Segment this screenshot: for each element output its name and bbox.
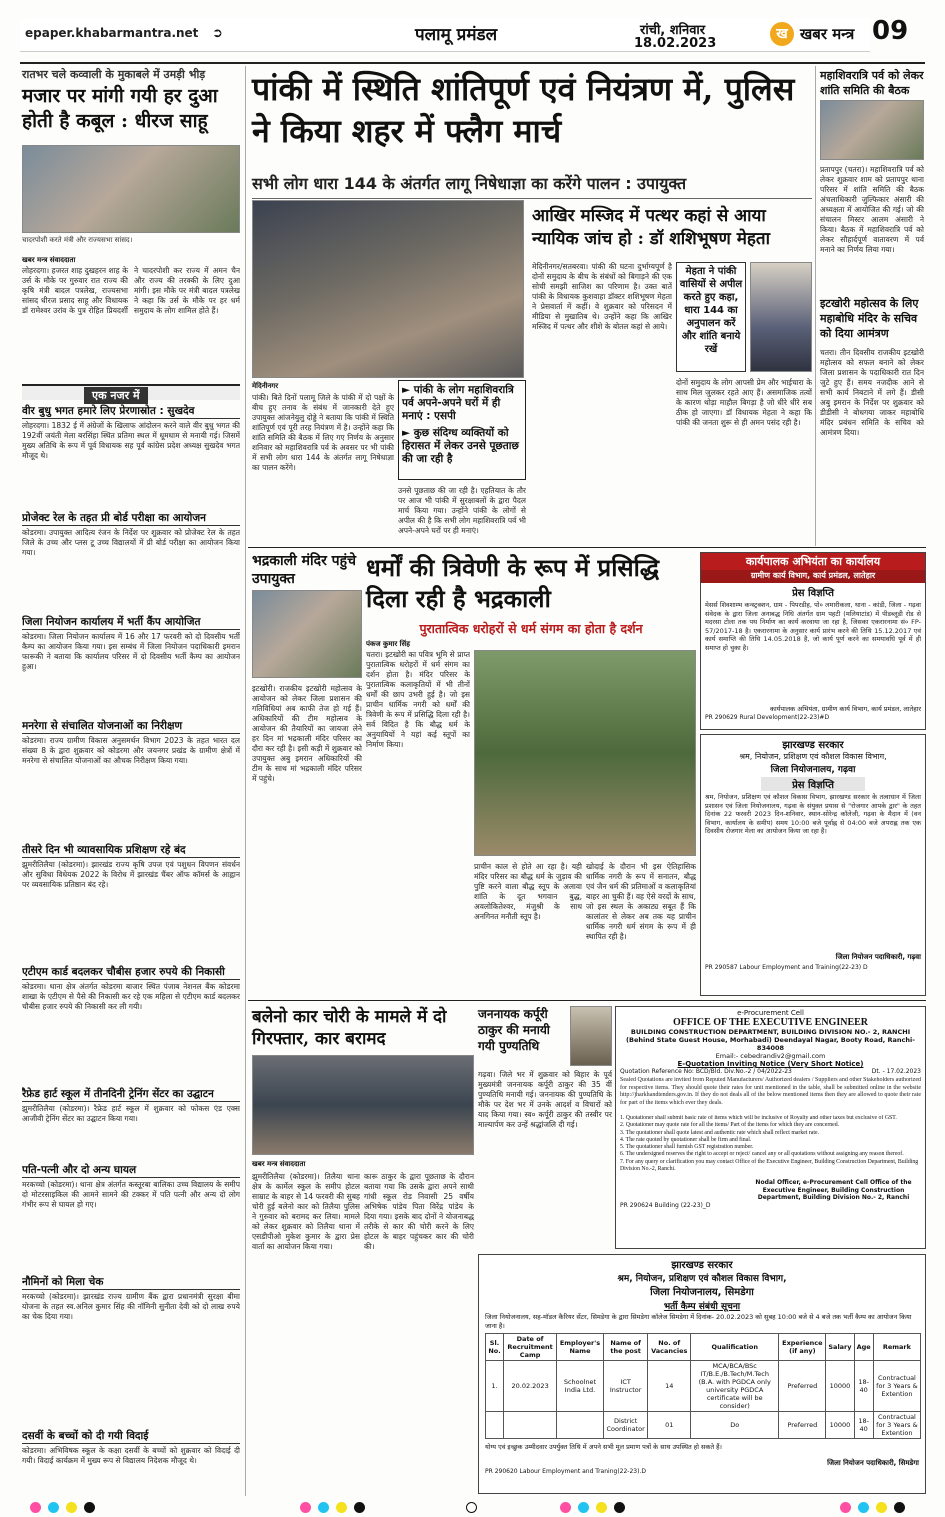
ad1-signer: कार्यपालक अभियंता, ग्रामीण कार्य विभाग, कार्य प्रमंडल, लातेहार <box>769 705 921 713</box>
yellow-dot-icon <box>596 1502 607 1513</box>
ad4-govt: झारखण्ड सरकार <box>671 1260 733 1271</box>
ad2-dept: श्रम, नियोजन, प्रशिक्षण एवं कौशल विकास विभाग, <box>739 752 887 761</box>
crosshair-icon <box>466 1502 477 1513</box>
table-cell: Preferred <box>779 1412 826 1439</box>
car-theft-headline: बलेनो कार चोरी के मामले में दो गिरफ्तार, कार बरामद <box>252 1007 447 1049</box>
brief-item <box>22 965 240 1083</box>
table-cell: 18-40 <box>854 1361 873 1412</box>
mehta-quote-box <box>676 262 746 372</box>
ad3-ref: PR 290624 Building (22-23)_D <box>620 1201 711 1209</box>
magenta-dot-icon <box>30 1502 41 1513</box>
ad3-ref-no: Quotation Reference No: BCD/Bld. Div.No.-2 / 04/2022-23 <box>620 1068 792 1075</box>
meeting-photo <box>820 100 924 160</box>
brief-text: मरकच्चो (कोडरमा)। झारखंड राज्य ग्रामीण बैंक द्वारा प्रधानमंत्री सुरक्षा बीमा योजना के तहत स्व.अनिल कुमार सिंह की नॉमिनी सुनीता देवी को दो लाख रुपये का चेक दिया गया। <box>22 1292 240 1321</box>
lead-headline: पांकी में स्थिति शांतिपूर्ण एवं नियंत्रण में, पुलिस ने किया शहर में फ्लैग मार्च <box>252 70 795 150</box>
lead-article-body: पांकी। बिते दिनों पलामू जिले के पांकी में दो पक्षों के बीच हुए तनाव के संबंध में जानकारी देते हुए उपायुक्त आंजनेयुलु दोड्डे ने बताया कि पांकी में स्थिति शांतिपूर्ण एवं पूरी तरह नियंत्रण में है। उन्होंने कहा कि शांति समिति की बैठक में लिए गए निर्णय के अनुसार शनिवार को महाशिवरात्रि पर्व के अवसर पर भी पांकी में सभी लोग धारा 144 के अंतर्गत लागू निषेधाज्ञा का पालन करेंगे। <box>252 393 394 472</box>
lead-highlight: ► कुछ संदिग्ध व्यक्तियों को हिरासत में लेकर उनसे पूछताछ की जा रही है <box>402 427 519 465</box>
table-cell <box>486 1412 504 1439</box>
ad4-title: भर्ती कैम्प संबंधी सूचना <box>663 1302 741 1312</box>
itkhori-invite-body: चतरा। तीन दिवसीय राजकीय इटखोरी महोत्सव को सफल बनाने को लेकर जिला प्रशासन के पदाधिकारी रात दिन जुटे हुए हैं। समय नजदीक आने से सभी कार्य निबटाने में लगे हैं। डीसी अबु इमरान के निर्देश पर शुक्रवार को डीडीसी ने बोधगया जाकर महाबोधि मंदिर प्रबंधन समिति के सचिव को आमंत्रण दिया। <box>820 348 924 437</box>
ad1-title: प्रेस विज्ञप्ति <box>792 588 834 599</box>
table-cell: 01 <box>648 1412 691 1439</box>
table-cell: ICT Instructor <box>603 1361 648 1412</box>
brief-text: कोडरमा। उपायुक्त आदित्य रंजन के निर्देश पर शुक्रवार को प्रोजेक्ट रेल के तहत जिले के उच्च और प्लस टू उच्च विद्यालयों में प्री बोर्ड परीक्षा का आयोजन किया गया। <box>22 528 240 557</box>
page-section-title: पलामू प्रमंडल <box>415 25 498 45</box>
page-header <box>0 0 945 62</box>
magenta-dot-icon <box>300 1502 311 1513</box>
brief-text: झुमरीतिलैया (कोडरमा)। रैफ्रेड हार्ट स्कूल में शुक्रवार को फोकस एंड एक्स आजीवी ट्रेनिंग सेंटर का उद्घाटन किया गया। <box>22 1104 240 1123</box>
temple-aerial-photo <box>474 650 696 856</box>
cursor-icon: ➲ <box>212 26 223 41</box>
dc-visit-photo <box>252 590 362 678</box>
ad1-ref: PR 290629 Rural Development(22-23)#D <box>705 714 830 721</box>
brief-title: दसवीं के बच्चों को दी गयी विदाई <box>22 1429 240 1444</box>
ad3-address: (Behind State Guest House, Morhabadi) Deendayal Nagar, Booty Road, Ranchi-834008 <box>626 1036 915 1052</box>
brief-item <box>22 511 240 611</box>
lead-highlight-text: कुछ संदिग्ध व्यक्तियों को हिरासत में लेकर उनसे पूछताछ की जा रही है <box>402 427 519 465</box>
bhadrakali-subhead: पुरातात्विक धरोहरों से धर्म संगम का होता है दर्शन <box>419 621 643 636</box>
left-byline: खबर मन्त्र संवाददाता <box>22 256 76 264</box>
black-dot-icon <box>84 1502 95 1513</box>
section-label: एक नजर में <box>84 387 148 404</box>
table-cell: Contractual for 3 Years & Extention <box>873 1412 920 1439</box>
ad4-ref: PR 290620 Labour Employment and Traning(22-23).D <box>485 1468 646 1475</box>
ad3-cell: e-Procurement Cell <box>737 1009 804 1017</box>
brief-title: रैफ्रेड हार्ट स्कूल में तीनदिनी ट्रेनिंग सेंटर का उद्घाटन <box>22 1087 240 1102</box>
left-headline: मजार पर मांगी गयी हर दुआ होती है कबूल : धीरज साहू <box>22 85 218 132</box>
ad3-division: BUILDING CONSTRUCTION DEPARTMENT, BUILDING DIVISION NO.- 2, RANCHI <box>630 1028 911 1036</box>
table-cell: Do <box>691 1412 779 1439</box>
brief-text: कोडरमा। अभिविषक स्कूल के कक्षा दसवीं के बच्चों को शुक्रवार को विदाई दी गयी। विदाई कार्यक्रम में मुख्य रूप से विद्यालय निदेशक मौजूद थे। <box>22 1446 240 1465</box>
table-cell: Schoolnet India Ltd. <box>557 1361 604 1412</box>
bhadrakali-article-body-3: खोदाई के दौरान भी इस ऐतिहासिक धार्मिक नगरी के रूप में सनातन, बौद्ध एवं जैन धर्म की प्रतिमाओं व कलाकृतियां बाहर आ चुकी हैं। वह ऐसे वरदों के साथ, जो इस स्थल के अकाट्य सबूत हैं कि कालांतर से लेकर अब तक यह प्राचीन धार्मिक नगरी धर्म संगम के रूप में ही स्थापित रही है। <box>586 862 696 941</box>
ad3-notice: E-Quotation Inviting Notice (Very Short Notice) <box>677 1060 864 1068</box>
ad4-signer: जिला नियोजन पदाधिकारी, सिमडेगा <box>827 1459 919 1467</box>
ad2-govt: झारखण्ड सरकार <box>782 740 844 751</box>
column-header: Age <box>854 1334 873 1361</box>
brief-item <box>22 843 240 961</box>
brief-item <box>22 404 240 507</box>
brief-text: मरकच्चो (कोडरमा)। थाना क्षेत्र अंतर्गत कस्तूरबा बालिका उच्च विद्यालय के समीप दो मोटरसाइकिल की आमने सामने की टक्कर में पति पत्नी और अन्य दो लोग गंभीर रूप से घायल हो गए। <box>22 1180 240 1209</box>
print-registration-marks <box>0 1498 945 1517</box>
ad3-conditions <box>616 1115 925 1179</box>
table-cell <box>557 1412 604 1439</box>
table-row <box>486 1412 921 1439</box>
shivratri-article-body: प्रतापपुर (चतरा)। महाशिवरात्रि पर्व को लेकर शुक्रवार शाम को प्रतापपुर थाना परिसर में शांति समिति की बैठक अंचलाधिकारी जुल्फिकार अंसारी की अध्यक्षता में आयोजित की गई। जो की संचालन मिस्टर आलम अंसारी ने किया। बैठक में महाशिवरात्रि पर्व को लेकर सौहार्दपूर्ण वातावरण में पर्व मनाने का निर्णय लिया गया। <box>820 165 924 254</box>
ad3-date: Dt. - 17.02.2023 <box>871 1068 921 1075</box>
table-cell: 1. <box>486 1361 504 1412</box>
bhadrakali-article-body: चतरा। इटखोरी का पवित्र भूमि से प्राप्त पुरातात्विक धरोहरों में धर्म संगम का दर्शन होता है। मंदिर परिसर के पुरातात्विक कलाकृतियों में भी तीनों धर्मों की छाप उभरी हुई है। जो इस प्राचीन धार्मिक नगरी को धर्मों की त्रिवेणी के रूप में प्रसिद्धि दिला रही है। सर्व विदित है कि बौद्ध धर्म के अनुयायियों ने यहां कई स्तूपों का निर्माण किया। <box>366 650 470 749</box>
cyan-dot-icon <box>858 1502 869 1513</box>
ad3-body: Sealed Quotations are invited from Reputed Manufacturers/ Authorized dealers / Suppliers and other Stakeholders authorized for respective items. They should quote their rates for unit mentioned in the table, shall be submitted online in the website http://jharkhandtenders.gov.in. If they do not deals all of the below mentioned items then they are allowed to quote their rate for part of the items which ever they deals. <box>620 1077 921 1106</box>
shivratri-headline: महाशिवरात्रि पर्व को लेकर शांति समिति की बैठक <box>820 69 924 97</box>
header-rule <box>20 62 925 64</box>
karpoori-headline: जननायक कर्पूरी ठाकुर की मनायी गयी पुण्यतिथि <box>478 1007 550 1053</box>
ad3-condition: 2. Quotationer may quote rate for all the items/ Part of the items for which they are concerned. <box>620 1122 840 1129</box>
table-row <box>486 1361 921 1412</box>
table-cell: MCA/BCA/BSc IT/B.E./B.Tech/M.Tech (B.A. with PGDCA only university PGDCA certificate will be consider) <box>691 1361 779 1412</box>
mehta-photo <box>750 262 812 372</box>
karpoori-photo <box>570 1006 612 1066</box>
lead-article-body-2: उनसे पूछताछ की जा रही है। एहतियात के तौर पर आज भी पांकी में सुरक्षाबलों के द्वारा पैदल मार्च किया गया। उन्होंने पांकी के लोगों से अपील की है कि सभी लोग महाशिवरात्रि पर्व भी अपने-अपने घरों पर ही मनाएं। <box>398 486 526 535</box>
site-url[interactable]: epaper.khabarmantra.net <box>25 26 199 40</box>
ad3-email: Email:- cebedrandiv2@gmail.com <box>715 1052 826 1060</box>
yellow-dot-icon <box>876 1502 887 1513</box>
ad3-condition: 6. The undersigned reserves the right to accept or reject/ cancel any or all quotations without assigning any reason thereof. <box>620 1151 904 1158</box>
column-header: Name of the post <box>603 1334 648 1361</box>
page-number: 09 <box>872 16 909 46</box>
magenta-dot-icon <box>840 1502 851 1513</box>
column-header: Salary <box>826 1334 854 1361</box>
urs-article-body: लोहरदगा। हजरत शाह दुखहरन शाह के उर्स के मौके पर गुरुवार रात राज्य की कृषि मंत्री बादल पत्रलेख, राज्यसभा सांसद धीरज प्रसाद साहू और विधायक डॉ रामेश्वर उरांव के पुत्र रोहित प्रियदर्शी ने चादरपोशी कर राज्य में अमन चैन और राज्य की तरक्की के लिए दुआ मांगी। इस मौके पर मंत्री बादल पत्रलेख ने कहा कि उर्स के मौके पर हर धर्म समुदाय के लोग शामिल होते हैं। <box>22 266 240 315</box>
bhadrakali-side-headline: भद्रकाली मंदिर पहुंचे उपायुक्त <box>252 553 356 587</box>
column-header: Employer's Name <box>557 1334 604 1361</box>
black-dot-icon <box>354 1502 365 1513</box>
column-header: No. of Vacancies <box>648 1334 691 1361</box>
car-byline: खबर मन्त्र संवाददाता <box>252 1160 306 1168</box>
briefs-column <box>22 404 240 1494</box>
cyan-dot-icon <box>318 1502 329 1513</box>
ad3-ref-line <box>616 1068 925 1077</box>
press-conference-photo <box>252 200 524 378</box>
mehta-quote: मेहता ने पांकी वासियों से अपील करते हुए कहा, धारा 144 का अनुपालन करें और शांति बनाये रखें <box>679 266 743 355</box>
ad4-office: जिला नियोजनालय, सिमडेगा <box>650 1287 754 1298</box>
bhadrakali-side-body: इटखोरी। राजकीय इटखोरी महोत्सव के आयोजन को लेकर जिला प्रशासन की गतिविधियां अब काफी तेज हो गई हैं। अधिकारियों की टीम महोत्सव के आयोजन की तैयारियों का जायजा लेने हर दिन मां भद्रकाली मंदिर परिसर का दौरा कर रही है। इसी कड़ी में शुक्रवार को उपायुक्त अबु इमरान अधिकारियों की टीम के साथ मां भद्रकाली मंदिर परिसर में पहुंचे। <box>252 684 362 783</box>
ad3-condition: 4. The rate quoted by quotationer shall be firm and final. <box>620 1136 752 1143</box>
brief-title: एटीएम कार्ड बदलकर चौबीस हजार रुपये की निकासी <box>22 965 240 980</box>
lead-subhead: सभी लोग धारा 144 के अंतर्गत लागू निषेधाज्ञा का करेंगे पालन : उपायुक्त <box>252 172 812 199</box>
brief-text: लोहरदगा। 1832 ई में अंग्रेजों के खिलाफ आंदोलन करने वाले वीर बुधु भगत की 192वीं जयंती मेला बरसिंहा स्थित प्रतिमा स्थल में धूमधाम से मनायी गई। जिसमें मुख्य अतिथि के रूप में पूर्व विधायक सह पूर्व कांग्रेस प्रदेश अध्यक्ष सुखदेव भगत मौजूद थे। <box>22 421 240 460</box>
brief-title: मनरेगा से संचालित योजनाओं का निरीक्षण <box>22 719 240 734</box>
lead-highlight-text: पांकी के लोग महाशिवरात्रि पर्व अपने-अपने घरों में ही मनाएं : एसपी <box>402 384 514 422</box>
table-cell: Preferred <box>779 1361 826 1412</box>
brief-item <box>22 719 240 839</box>
column-header: Experience (if any) <box>779 1334 826 1361</box>
brief-title: नौमिनों को मिला चेक <box>22 1275 240 1290</box>
brief-text: कोडरमा। थाना क्षेत्र अंतर्गत कोडरमा बाजार स्थित पंजाब नेशनल बैंक कोडरमा शाखा के एटीएम से पैसे की निकासी कर रहे एक महिला से एटीएम कार्ड बदलकर चौबीस हजार रुपये की निकासी कर ली गयी। <box>22 982 240 1011</box>
left-kicker: रातभर चले कव्वाली के मुकाबले में उमड़ी भीड़ <box>22 68 206 81</box>
building-division-quotation-ad <box>615 1006 926 1249</box>
table-cell: 18-40 <box>854 1412 873 1439</box>
ad3-condition: 7. For any query or clarification you may contact Office of the Executive Engineer, Building Construction Department, Building Division No.-2, Ranchi. <box>620 1158 919 1173</box>
ad3-title: OFFICE OF THE EXECUTIVE ENGINEER <box>672 1017 869 1028</box>
black-dot-icon <box>894 1502 905 1513</box>
masjid-article-body-2: दोनों समुदाय के लोग आपसी प्रेम और भाईचारा के साथ मिल जुलकर रहते आए हैं। असमाजिक तत्वों के कारण थोड़ा माहौल बिगड़ा है जो धीरे धीरे सब ठीक हो जाएगा। डॉ विधायक मेहता ने कहा कि पांकी की जनता शुरू से ही अमन पसंद रही है। <box>676 378 812 427</box>
ad4-intro: जिला नियोजनालय, सह-मॉडल कैरियर सेंटर, सिमडेगा के द्वारा सिमडेगा कॉलेज सिमडेगा में दिनांक- 20.02.2023 को सुबह 10:00 बजे से 4 बजे तक भर्ती कैम्प का आयोजन किया जाना है। <box>485 1313 912 1330</box>
brief-title: पति-पत्नी और दो अन्य घायल <box>22 1163 240 1178</box>
simdega-recruitment-camp-ad <box>478 1254 926 1494</box>
bhadrakali-byline: पंकज कुमार सिंह <box>366 640 410 648</box>
table-header-row <box>486 1334 921 1361</box>
masjid-article-body: मेदिनीनगर/सतबरवा। पांकी की घटना दुर्भाग्यपूर्ण है दोनों समुदाय के बीच के संबंधों को बिगाड़ने की एक सोची समझी साजिश का परिणाम है। उक्त बातें पांकी के विधायक कुशवाहा डॉक्टर शशिभूषण मेहता ने प्रेसवार्ता में कहीं। वे शुक्रवार को परिसदन में मीडिया से मुखातिब थे। उन्होंने कहा कि आखिर मस्जिद में पत्थर और शीशे के बोतल कहां से आये। <box>532 262 672 331</box>
ad2-ref: PR 290587 Labour Employment and Training(22-23) D <box>705 964 868 971</box>
brief-title: वीर बुधु भगत हमारे लिए प्रेरणास्रोत : सुखदेव <box>22 404 240 419</box>
table-cell: 14 <box>648 1361 691 1412</box>
brief-item <box>22 1163 240 1271</box>
left-column-divider <box>245 66 246 1496</box>
magenta-dot-icon <box>560 1502 571 1513</box>
ad3-condition: 5. The quotationer shall furnish GST registration number. <box>620 1144 754 1151</box>
section-rule <box>248 1000 926 1001</box>
table-cell: Contractual for 3 Years & Extention <box>873 1361 920 1412</box>
lead-highlights-box <box>398 380 526 480</box>
brief-item <box>22 1275 240 1425</box>
brief-title: जिला नियोजन कार्यालय में भर्ती कैंप आयोजित <box>22 615 240 630</box>
ad2-office: जिला नियोजनालय, गढ़वा <box>770 765 856 775</box>
urs-photo <box>22 145 240 233</box>
column-header: Remark <box>873 1334 920 1361</box>
cyan-dot-icon <box>578 1502 589 1513</box>
rural-dev-ad <box>700 552 926 730</box>
issue-date: 18.02.2023 <box>634 36 717 51</box>
right-column-divider <box>815 66 816 546</box>
cyan-dot-icon <box>48 1502 59 1513</box>
table-cell <box>504 1412 557 1439</box>
city-day: रांची, शनिवार <box>640 23 706 38</box>
ad2-signer: जिला नियोजन पदाधिकारी, गढ़वा <box>835 953 921 961</box>
ad2-title: प्रेस विज्ञप्ति <box>761 777 865 791</box>
bhadrakali-article-body-2: प्राचीन काल से होते आ रहा है। यही मंदिर परिसर का बौद्ध धर्म के जुड़ाव की पुष्टि करने वाला बौद्ध स्तूप के अलावा शांति के दूत भगवान बुद्ध, अवलोकितेश्वर, मंजुश्री के साथ अनगिनत मनौती स्तूप है। <box>474 862 582 921</box>
table-cell: District Coordinator <box>603 1412 648 1439</box>
brief-item <box>22 1087 240 1159</box>
ad3-condition: 1. Quotationer shall submit basic rate of items which will be inclusive of Royalty and other taxes but exclusive of GST. <box>620 1115 897 1121</box>
section-rule <box>248 547 926 548</box>
brand-name: खबर मन्त्र <box>800 25 855 43</box>
ad1-division: ग्रामीण कार्य विभाग, कार्य प्रमंडल, लातेहार <box>701 570 925 583</box>
column-header: Date of Recruitment Camp <box>504 1334 557 1361</box>
garhwa-employment-ad <box>700 734 926 996</box>
column-header: Qualification <box>691 1334 779 1361</box>
brief-text: कोडरमा। जिला नियोजन कार्यालय में 16 और 17 फरवरी को दो दिवसीय भर्ती कैम्प का आयोजन किया गया। इस सम्बंध में जिला नियोजन पदाधिकारी इमरान फारूकी ने बताया कि कार्यालय परिसर में दो दिवसीय भर्ती कैम्प का आयोजन हुआ। <box>22 632 240 671</box>
arrested-accused-photo <box>252 1055 474 1155</box>
urs-photo-caption: चादरपोशी करते मंत्री और राज्यसभा सांसद। <box>22 236 133 244</box>
karpoori-article-body: गढ़वा। जिले भर में शुक्रवार को बिहार के पूर्व मुख्यमंत्री जननायक कर्पूरी ठाकुर की 35 वीं पुण्यतिथि मनायी गई। जननायक की पुण्यतिथि के मौके पर देश भर में उनके आदर्श व विचारों को याद किया गया। स्व० कर्पूरी ठाकुर की तस्वीर पर माल्यार्पण कर उन्हें श्रद्धांजलि दी गई। <box>478 1070 612 1129</box>
brief-title: तीसरे दिन भी व्यावसायिक प्रशिक्षण रहे बंद <box>22 843 240 858</box>
ad1-office: कार्यपालक अभियंता का कार्यालय <box>701 553 925 570</box>
car-article-body: झुमरीतिलैया (कोडरमा)। तिलैया थाना क्षेत्र के कार्मेल स्कूल के समीप होटल साम्राट के बाहर से 14 फरवरी की सुबह चोरी हुई बलेनो कार को तिलैया पुलिस ने गुरुवार को बरामद कर लिया। मामले को लेकर शुक्रवार को तिलैया थाना में एसडीपीओ मुकेश कुमार के द्वारा प्रेस वार्ता का आयोजन किया गया। <box>252 1172 360 1251</box>
brief-text: झुमरीतिलैया (कोडरमा)। झारखंड राज्य कृषि उपज एवं पशुधन विपणन संवर्धन और सुविधा विधेयक 2022 के विरोध में झारखंड चैंबर ऑफ कॉमर्स के आह्वान पर व्यवसायिक प्रतिष्ठान बंद रहे। <box>22 860 240 889</box>
car-article-body-2: कारू ठाकुर के द्वारा पूछताछ के दौरान बताया गया कि उसके द्वारा अपने साथी गांधी स्कूल रोड निवासी 25 वर्षीय अभिषेक पांडेय पिता विरेंद्र पांडेय के दिया गया। इसके बाद दोनों ने योजनाबद्ध तरीके से कार की चोरी करने के लिए होटल के बाहर पहुंचकर कार की चोरी की। <box>364 1172 474 1251</box>
lead-dateline: मेदिनीनगर <box>252 382 279 390</box>
ad1-body: मेसर्स शिवशाम्भ कन्स्ट्रक्शन, ग्राम - पिपरडीह, पो० लमारीकला, थाना - कांडी, जिला - गढ़वा संवेदक के द्वारा जिला अनाबद्ध निधि अंतर्गत ग्राम पहटी (मलियाटांड) में पीडब्लूडी रोड से मदरसा टोला तक पथ निर्माण का कार्य करवाया जा रहा है, जिसका एकरारनामा सं० FP-57/2017-18 है। एकरारनामा के अनुसार कार्य प्रारंभ करने की तिथि 15.12.2017 एवं कार्य समाप्ति की तिथि 14.05.2018 है, जो कार्य पूर्ण करने का समयावधि पूर्व में ही समाप्त हो चुका है। <box>705 601 921 652</box>
ad4-dept: श्रम, नियोजन, प्रशिक्षण एवं कौशल विकास विभाग, <box>617 1274 787 1284</box>
table-cell: 10000 <box>826 1412 854 1439</box>
recruitment-table <box>485 1333 921 1439</box>
masjid-headline: आखिर मस्जिद में पत्थर कहां से आया न्यायिक जांच हो : डॉ शशिभूषण मेहता <box>532 206 770 249</box>
black-dot-icon <box>614 1502 625 1513</box>
table-cell: 10000 <box>826 1361 854 1412</box>
ad3-signer: Nodal Officer, e-Procurement Cell Office of the Executive Engineer, Building Construction Department, Building Division No.- 2, Ranchi <box>755 1179 912 1201</box>
brief-item <box>22 615 240 715</box>
column-header: Sl. No. <box>486 1334 504 1361</box>
brief-item <box>22 1429 240 1494</box>
yellow-dot-icon <box>66 1502 77 1513</box>
brief-title: प्रोजेक्ट रेल के तहत प्री बोर्ड परीक्षा का आयोजन <box>22 511 240 526</box>
ek-nazar-bar <box>22 384 240 400</box>
lead-highlight: ► पांकी के लोग महाशिवरात्रि पर्व अपने-अपने घरों में ही मनाएं : एसपी <box>402 384 514 422</box>
bhadrakali-headline: धर्मों की त्रिवेणी के रूप में प्रसिद्धि दिला रही है भद्रकाली <box>366 553 660 613</box>
itkhori-invite-headline: इटखोरी महोत्सव के लिए महाबोधि मंदिर के सचिव को दिया आमंत्रण <box>820 297 919 340</box>
yellow-dot-icon <box>336 1502 347 1513</box>
ad2-body: श्रम, नियोजन, प्रशिक्षण एवं कौशल विकास विभाग, झारखण्ड सरकार के तत्वाधान में जिला प्रशासन एवं जिला नियोजनालय, गढ़वा के संयुक्त प्रयास से "रोजगार आपके द्वार" के तहत दिनांक 22 फरवरी 2023 दिन-शनिवार, स्थान-सोरेन्द्र कॉलेजी, गढ़वा के मैदान में (वन विभाग, कार्यालय के समीप) समय 10:00 बजे पूर्वाह्न से 04:00 बजे अपराह्न तक एक दिवसीय रोजगार मेला का आयोजन किया जा रहा है। <box>705 793 921 835</box>
ad4-footer: योग्य एवं इच्छुक उम्मीदवार उपर्युक्त तिथि में अपने सभी मूल प्रमाण पत्रों के साथ उपस्थित हो सकते हैं। <box>485 1443 723 1451</box>
ad3-condition: 3. The quotationer shall quote latest and authentic rate which shall reflect market rate. <box>620 1129 820 1136</box>
brand-logo-icon: ख <box>770 22 794 46</box>
table-cell: 20.02.2023 <box>504 1361 557 1412</box>
brief-text: कोडरमा। राज्य ग्रामीण विकास अनुसमर्थन विभाग 2023 के तहत भारत दल संख्या 8 के द्वारा शुक्रवार को कोडरमा और जयनगर प्रखंड के ग्रामीण क्षेत्रों में मनरेगा से संचालित योजनाओं का औचक निरीक्षण किया गया। <box>22 736 240 765</box>
